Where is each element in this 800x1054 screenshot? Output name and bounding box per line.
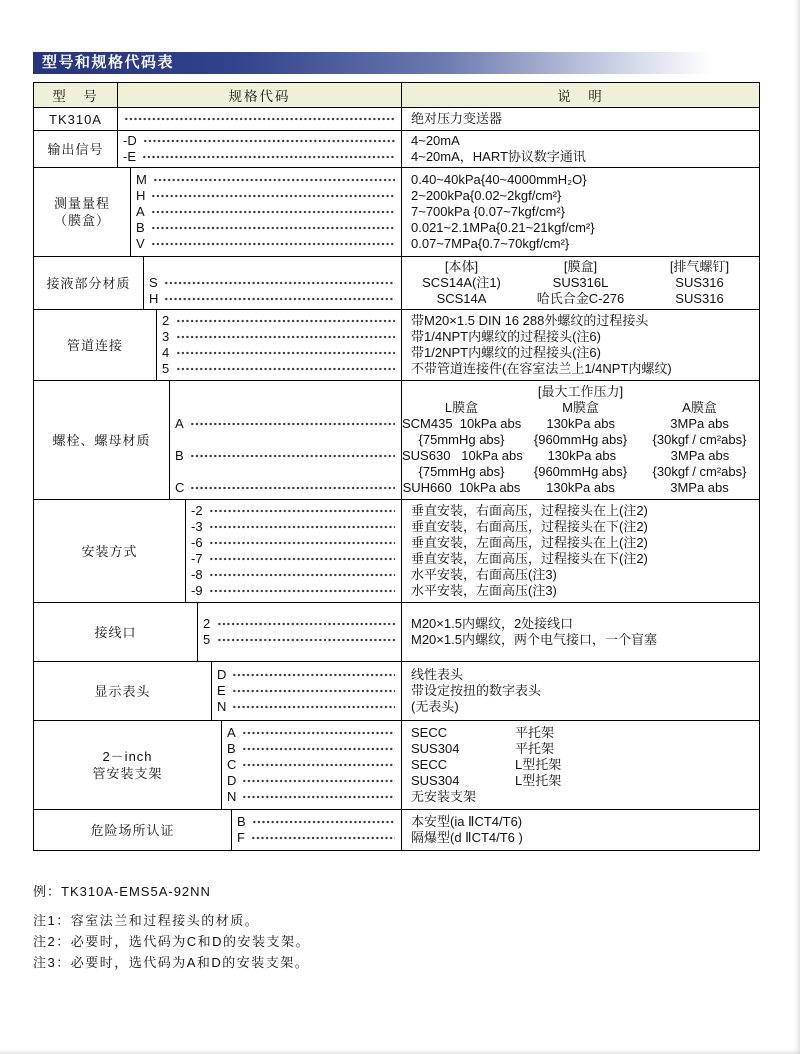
code-line <box>118 133 401 149</box>
row-label-cell <box>34 810 232 850</box>
code-value: 5 <box>162 361 170 376</box>
code-column <box>157 310 401 380</box>
desc-column <box>401 721 759 809</box>
desc-col: SCM435 10kPa abs <box>402 416 522 431</box>
row-label-cell <box>34 310 157 380</box>
code-value: D <box>217 667 227 682</box>
dotted-leader <box>209 557 395 561</box>
dotted-leader <box>217 638 395 642</box>
dotted-leader <box>143 139 395 143</box>
desc-line <box>402 725 759 741</box>
code-value: -2 <box>191 503 203 518</box>
desc-col: SECC <box>411 725 448 740</box>
table-row <box>34 167 759 256</box>
row-label-cell <box>34 257 144 309</box>
code-line <box>131 172 401 188</box>
desc-col: SUH660 10kPa abs <box>402 480 521 495</box>
table-row <box>34 107 759 130</box>
code-value: -D <box>123 133 137 148</box>
row-label: TK310A <box>49 111 102 127</box>
note-line: 注2：必要时，选代码为C和D的安装支架。 <box>33 934 311 949</box>
code-line <box>186 551 401 567</box>
desc-col: {75mmHg abs} <box>418 464 505 479</box>
desc-line: 0.07~7MPa{0.7~70kgf/cm²} <box>411 236 570 251</box>
code-column <box>118 108 401 130</box>
dotted-leader <box>164 297 395 301</box>
desc-line: 垂直安装，右面高压，过程接头在下(注2) <box>411 519 648 534</box>
desc-line: M20×1.5内螺纹，2处接线口 <box>411 616 574 631</box>
row-label-cell <box>34 662 212 720</box>
desc-col: L型托架 <box>515 757 562 772</box>
code-line <box>131 236 401 252</box>
code-value: -E <box>123 149 136 164</box>
row-label: 测量量程 <box>53 196 110 211</box>
desc-line: 垂直安装，右面高压，过程接头在上(注2) <box>411 503 648 518</box>
desc-line: 垂直安装，左面高压，过程接头在上(注2) <box>411 535 648 550</box>
code-line <box>170 464 401 480</box>
page-title: 型号和规格代码表 <box>42 54 175 71</box>
code-line <box>212 699 401 715</box>
page-content <box>33 52 760 973</box>
dotted-leader <box>242 747 395 751</box>
desc-line <box>402 400 759 416</box>
code-column <box>222 721 401 809</box>
row-label: 管安装支架 <box>92 766 163 781</box>
desc-line <box>402 789 759 805</box>
dotted-leader <box>252 820 395 824</box>
code-line <box>157 329 401 345</box>
dotted-leader <box>209 573 395 577</box>
code-column <box>232 810 401 850</box>
desc-col: 3MPa abs <box>670 480 729 495</box>
note-line: 注1：容室法兰和过程接头的材质。 <box>33 913 260 928</box>
code-line <box>232 814 401 830</box>
table-row <box>34 720 759 809</box>
desc-line: 带设定按扭的数字表头 <box>411 683 542 698</box>
code-column <box>131 168 401 256</box>
desc-line: 水平安装，右面高压(注3) <box>411 567 557 582</box>
dotted-leader <box>232 673 395 677</box>
code-line <box>186 567 401 583</box>
code-line <box>186 519 401 535</box>
row-label: 2－inch <box>102 749 153 764</box>
code-line <box>170 480 401 496</box>
code-value: 3 <box>162 329 170 344</box>
dotted-leader <box>209 541 395 545</box>
row-label-cell <box>34 381 170 499</box>
dotted-leader <box>176 335 395 339</box>
code-value: 2 <box>162 313 170 328</box>
desc-col: {960mmHg abs} <box>533 464 628 479</box>
code-line <box>131 220 401 236</box>
desc-col: 无安装支架 <box>411 789 477 804</box>
table-row <box>34 130 759 167</box>
table-row <box>34 309 759 380</box>
code-line <box>170 416 401 432</box>
desc-column <box>401 257 759 309</box>
table-header-row <box>34 83 759 107</box>
desc-col: SCS14A <box>436 291 487 306</box>
row-label: 显示表头 <box>94 683 151 699</box>
dotted-leader <box>151 242 395 246</box>
desc-line <box>402 259 759 275</box>
code-line <box>222 773 401 789</box>
code-column <box>198 603 401 661</box>
code-value: B <box>136 220 145 235</box>
table-row <box>34 499 759 602</box>
code-value: H <box>136 188 146 203</box>
dotted-leader <box>209 525 395 529</box>
code-line <box>118 149 401 165</box>
row-label-cell <box>34 603 198 661</box>
code-line <box>222 789 401 805</box>
dotted-leader <box>176 351 395 355</box>
code-value: 5 <box>203 632 211 647</box>
code-value: A <box>136 204 145 219</box>
desc-line: 0.40~40kPa{40~4000mmH₂O} <box>411 172 587 187</box>
dotted-leader <box>176 319 395 323</box>
desc-col: SCS14A(注1) <box>422 275 501 290</box>
code-line <box>212 667 401 683</box>
code-line <box>186 535 401 551</box>
row-label: 危险场所认证 <box>90 822 175 838</box>
dotted-leader <box>142 155 395 159</box>
code-line <box>222 741 401 757</box>
desc-line: (无表头) <box>411 699 459 714</box>
dotted-leader <box>176 367 395 371</box>
code-value: B <box>175 448 184 463</box>
code-value: C <box>227 757 237 772</box>
desc-line: 绝对压力变送器 <box>411 111 503 126</box>
desc-line: 线性表头 <box>411 667 464 682</box>
desc-col: 130kPa abs <box>546 416 616 431</box>
desc-col: [膜盒] <box>563 259 598 274</box>
row-label: 接线口 <box>94 624 137 640</box>
desc-col: [排气螺钉] <box>669 259 730 274</box>
dotted-leader <box>242 763 395 767</box>
desc-column <box>401 131 759 167</box>
desc-col: L膜盒 <box>444 400 479 415</box>
dotted-leader <box>153 178 395 182</box>
desc-col: {30kgf / cm²abs} <box>652 432 747 447</box>
desc-line: 0.021~2.1MPa{0.21~21kgf/cm²} <box>411 220 595 235</box>
desc-line <box>402 464 759 480</box>
desc-col: 平托架 <box>515 741 555 756</box>
desc-column <box>401 603 759 661</box>
code-value: 2 <box>203 616 211 631</box>
code-value: N <box>227 789 237 804</box>
desc-line: 隔爆型(d ⅡCT4/T6 ) <box>411 830 523 845</box>
row-label: 输出信号 <box>47 141 104 157</box>
desc-line: 带1/2NPT内螺纹的过程接头(注6) <box>411 345 601 360</box>
code-line <box>170 384 401 400</box>
desc-col: [本体] <box>444 259 479 274</box>
code-line <box>131 188 401 204</box>
desc-line <box>402 448 759 464</box>
row-label-cell <box>34 131 118 167</box>
desc-col: 130kPa abs <box>547 448 617 463</box>
desc-column <box>401 108 759 130</box>
desc-line: 4~20mA，HART协议数字通讯 <box>411 149 586 164</box>
code-line <box>212 683 401 699</box>
section-title-bar <box>33 52 740 74</box>
code-value: -3 <box>191 519 203 534</box>
header-desc-label: 说 明 <box>401 83 759 107</box>
code-line <box>170 448 401 464</box>
dotted-leader <box>151 210 395 214</box>
desc-line <box>402 275 759 291</box>
code-value: H <box>149 291 159 306</box>
code-value: -7 <box>191 551 203 566</box>
desc-column <box>401 500 759 602</box>
desc-column <box>401 310 759 380</box>
code-line <box>232 830 401 846</box>
desc-col: {960mmHg abs} <box>533 432 628 447</box>
desc-col: {75mmHg abs} <box>418 432 505 447</box>
desc-line: [最大工作压力] <box>537 384 624 399</box>
dotted-leader <box>164 281 395 285</box>
row-label: 螺栓、螺母材质 <box>52 432 151 448</box>
desc-line: 不带管道连接件(在容室法兰上1/4NPT内螺纹) <box>411 361 672 376</box>
dotted-leader <box>151 194 395 198</box>
desc-col: SECC <box>411 757 448 772</box>
desc-col: 3MPa abs <box>670 448 730 463</box>
dotted-leader <box>242 731 395 735</box>
code-value: E <box>217 683 226 698</box>
desc-line: 垂直安装，左面高压，过程接头在下(注2) <box>411 551 648 566</box>
code-value: D <box>227 773 237 788</box>
desc-line <box>402 291 759 307</box>
code-value: -8 <box>191 567 203 582</box>
row-label: 管道连接 <box>66 337 123 353</box>
desc-line: 带M20×1.5 DIN 16 288外螺纹的过程接头 <box>411 313 649 328</box>
dotted-leader <box>209 589 395 593</box>
desc-line: M20×1.5内螺纹，两个电气接口，一个盲塞 <box>411 632 657 647</box>
row-label-cell <box>34 721 222 809</box>
dotted-leader <box>217 622 395 626</box>
desc-line: 水平安装，左面高压(注3) <box>411 583 557 598</box>
desc-col: {30kgf / cm²abs} <box>652 464 747 479</box>
code-line <box>222 757 401 773</box>
dotted-leader <box>190 486 395 490</box>
desc-col: SUS630 10kPa abs <box>402 448 523 463</box>
code-line <box>118 111 401 127</box>
dotted-leader <box>232 705 395 709</box>
desc-col: SUS304 <box>411 741 460 756</box>
table-row <box>34 256 759 309</box>
code-value: A <box>227 725 236 740</box>
code-line <box>170 432 401 448</box>
dotted-leader <box>190 422 395 426</box>
code-column <box>144 257 401 309</box>
desc-col: SUS316 <box>675 291 724 306</box>
code-line <box>144 259 401 275</box>
desc-col: 平托架 <box>515 725 555 740</box>
row-label-cell <box>34 500 186 602</box>
spec-code-table <box>33 82 760 851</box>
code-value: B <box>227 741 236 756</box>
table-row <box>34 809 759 850</box>
code-column <box>170 381 401 499</box>
desc-col: 130kPa abs <box>546 480 615 495</box>
table-row <box>34 661 759 720</box>
code-line <box>170 400 401 416</box>
code-column <box>118 131 401 167</box>
code-value: -9 <box>191 583 203 598</box>
dotted-leader <box>209 509 395 513</box>
desc-line: 2~200kPa{0.02~2kgf/cm²} <box>411 188 562 203</box>
example-code-line: 例：TK310A-EMS5A-92NN <box>33 884 211 899</box>
code-value: N <box>217 699 227 714</box>
code-line <box>198 616 401 632</box>
desc-column <box>401 810 759 850</box>
dotted-leader <box>232 689 395 693</box>
notes-list <box>33 910 760 973</box>
dotted-leader <box>124 117 395 121</box>
spec-table-body <box>34 107 759 850</box>
desc-col: 哈氏合金C-276 <box>536 291 625 306</box>
row-label: 安装方式 <box>81 543 138 559</box>
code-line <box>186 503 401 519</box>
code-value: A <box>175 416 184 431</box>
desc-col: SUS316L <box>552 275 609 290</box>
desc-line <box>402 416 759 432</box>
desc-line <box>402 741 759 757</box>
desc-line: 本安型(ia ⅡCT4/T6) <box>411 814 523 829</box>
desc-line <box>402 757 759 773</box>
code-line <box>157 313 401 329</box>
code-line <box>186 583 401 599</box>
table-row <box>34 380 759 499</box>
code-column <box>212 662 401 720</box>
desc-col: A膜盒 <box>682 400 717 415</box>
code-line <box>144 291 401 307</box>
row-label-cell <box>34 108 118 130</box>
code-line <box>144 275 401 291</box>
dotted-leader <box>190 454 395 458</box>
header-code-label: 规格代码 <box>228 89 291 104</box>
desc-col: SUS316 <box>675 275 724 290</box>
desc-column <box>401 381 759 499</box>
code-line <box>198 632 401 648</box>
code-value: S <box>149 275 158 290</box>
dotted-leader <box>151 226 395 230</box>
desc-column <box>401 168 759 256</box>
desc-line <box>402 432 759 448</box>
header-model-label: 型 号 <box>34 83 118 107</box>
dotted-leader <box>242 779 395 783</box>
code-line <box>222 725 401 741</box>
note-line: 注3：必要时，选代码为A和D的安装支架。 <box>33 955 310 970</box>
row-label: （膜盒） <box>53 213 110 228</box>
dotted-leader <box>242 795 395 799</box>
code-value: B <box>237 814 246 829</box>
footer-notes <box>33 881 760 973</box>
code-column <box>186 500 401 602</box>
desc-col: M膜盒 <box>562 400 599 415</box>
code-value: -6 <box>191 535 203 550</box>
desc-col: 3MPa abs <box>670 416 729 431</box>
row-label: 接液部分材质 <box>46 275 131 291</box>
desc-line <box>402 480 759 496</box>
table-row <box>34 602 759 661</box>
dotted-leader <box>251 836 395 840</box>
code-value: V <box>136 236 145 251</box>
desc-col: SUS304 <box>411 773 460 788</box>
code-value: C <box>175 480 185 495</box>
code-value: 4 <box>162 345 170 360</box>
desc-column <box>401 662 759 720</box>
code-value: M <box>136 172 147 187</box>
code-line <box>157 361 401 377</box>
desc-line: 4~20mA <box>411 133 460 148</box>
code-value: F <box>237 830 245 845</box>
desc-col: L型托架 <box>515 773 562 788</box>
desc-line: 7~700kPa {0.07~7kgf/cm²} <box>411 204 565 219</box>
row-label-cell <box>34 168 131 256</box>
desc-line <box>402 773 759 789</box>
desc-line: 带1/4NPT内螺纹的过程接头(注6) <box>411 329 601 344</box>
code-line <box>157 345 401 361</box>
code-line <box>131 204 401 220</box>
